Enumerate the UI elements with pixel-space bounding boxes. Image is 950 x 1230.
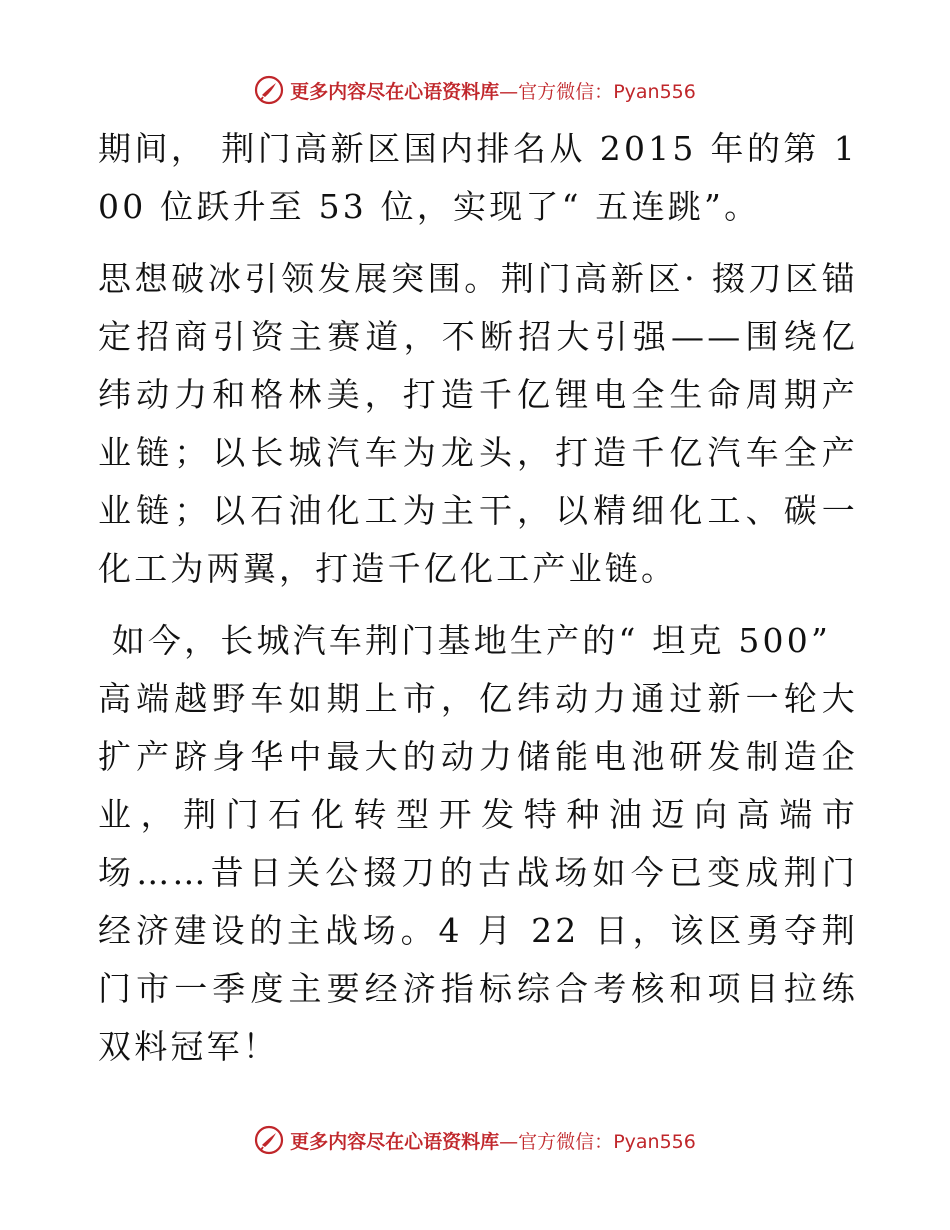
banner-account: Pyan556	[613, 1130, 696, 1153]
banner-text	[290, 1127, 696, 1154]
banner-separator: —	[499, 80, 519, 103]
document-body	[98, 120, 858, 1076]
paragraph-1: 期间， 荆门高新区国内排名从 2015 年的第 100 位跃升至 53 位，实现了“ 五连跳”。	[98, 129, 858, 226]
banner-wechat-label: 官方微信：	[518, 1130, 614, 1153]
banner-text	[290, 77, 696, 104]
banner-account: Pyan556	[613, 80, 696, 103]
quill-book-logo-icon	[254, 1125, 284, 1155]
paragraph-2: 思想破冰引领发展突围。荆门高新区· 掇刀区锚定招商引资主赛道，不断招大引强——围绕亿纬动力和格林美，打造千亿锂电全生命周期产业链；以长城汽车为龙头，打造千亿汽车全产业链；以石油化工为主干，以精细化工、碳一化工为两翼，打造千亿化工产业链。	[98, 259, 858, 588]
paragraph-3: 如今，长城汽车荆门基地生产的“ 坦克 500” 高端越野车如期上市，亿纬动力通过新一轮大扩产跻身华中最大的动力储能电池研发制造企业，荆门石化转型开发特种油迈向高端市场……昔日关公掇刀的古战场如今已变成荆门经济建设的主战场。4 月 22 日，该区勇夺荆门市一季度主要经济指标综合考核和项目拉练双料冠军！	[98, 621, 858, 1066]
quill-book-logo-icon	[254, 75, 284, 105]
header-banner	[0, 70, 950, 110]
banner-main-text: 更多内容尽在心语资料库	[290, 80, 500, 103]
banner-main-text: 更多内容尽在心语资料库	[290, 1130, 500, 1153]
footer-banner	[0, 1120, 950, 1160]
banner-separator: —	[499, 1130, 519, 1153]
banner-wechat-label: 官方微信：	[518, 80, 614, 103]
